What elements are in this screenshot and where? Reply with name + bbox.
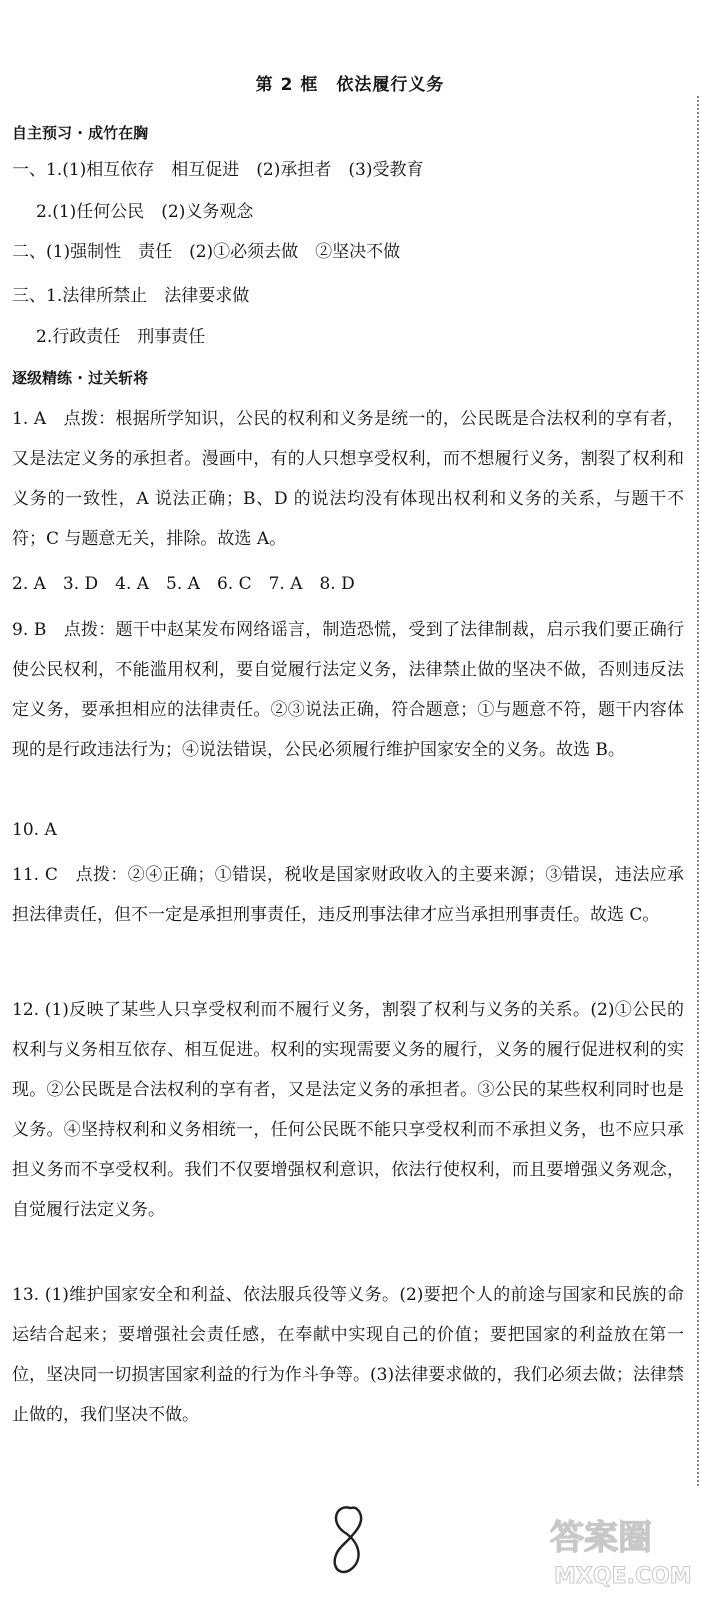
answer-13: 13. (1)维护国家安全和利益、依法服兵役等义务。(2)要把个人的前途与国家和民族的命运结合起来；要增强社会责任感，在奉献中实现自己的价值；要把国家的利益放在第一位，坚决同一切损害国家利益的行为作斗争等。(3)法律要求做的，我们必须去做；法律禁止做的，我们坚决不做。 [12,1285,684,1425]
preview-line-5: 2.行政责任 刑事责任 [36,327,206,347]
answers-2-to-8: 2. A 3. D 4. A 5. A 6. C 7. A 8. D [12,574,355,594]
preview-line-4: 三、1.法律所禁止 法律要求做 [12,286,250,306]
answer-9: 9. B 点拨：题干中赵某发布网络谣言，制造恐慌，受到了法律制裁，启示我们要正确行使公民权利，不能滥用权利，要自觉履行法定义务，法律禁止做的坚决不做，否则违反法定义务，要承担相应的法律责任。②③说法正确，符合题意；①与题意不符，题干内容体现的是行政违法行为；④说法错误，公民必须履行维护国家安全的义务。故选 B。 [12,620,684,760]
section-heading-preview: 自主预习 · 成竹在胸 [12,124,149,142]
page-title: 第 2 框 依法履行义务 [255,75,445,95]
handwritten-page-number [318,1500,378,1580]
preview-line-2: 2.(1)任何公民 (2)义务观念 [36,202,254,222]
watermark-logo [540,1505,718,1595]
preview-line-3: 二、(1)强制性 责任 (2)①必须去做 ②坚决不做 [12,242,401,262]
preview-line-1: 一、1.(1)相互依存 相互促进 (2)承担者 (3)受教育 [12,160,424,180]
answer-11: 11. C 点拨：②④正确；①错误，税收是国家财政收入的主要来源；③错误，违法应承担法律责任，但不一定是承担刑事责任，违反刑事法律才应当承担刑事责任。故选 C。 [12,865,684,925]
svg-text:答案圈: 答案圈 [550,1518,652,1558]
section-heading-practice: 逐级精练 · 过关斩将 [12,369,149,387]
svg-text:MXQE.COM: MXQE.COM [554,1564,692,1589]
answer-10: 10. A [12,820,57,840]
binding-dotted-line [697,96,699,1486]
answer-12: 12. (1)反映了某些人只享受权利而不履行义务，割裂了权利与义务的关系。(2)①公民的权利与义务相互依存、相互促进。权利的实现需要义务的履行，义务的履行促进权利的实现。②公民既是合法权利的享有者，又是法定义务的承担者。③公民的某些权利同时也是义务。④坚持权利和义务相统一，任何公民既不能只享受权利而不承担义务，也不应只承担义务而不享受权利。我们不仅要增强权利意识，依法行使权利，而且要增强义务观念，自觉履行法定义务。 [12,1000,684,1220]
answer-1: 1. A 点拨：根据所学知识，公民的权利和义务是统一的，公民既是合法权利的享有者，又是法定义务的承担者。漫画中，有的人只想享受权利，而不想履行义务，割裂了权利和义务的一致性，A 说法正确；B、D 的说法均没有体现出权利和义务的关系，与题干不符；C 与题意无关，排除。故选 A。 [12,409,684,549]
